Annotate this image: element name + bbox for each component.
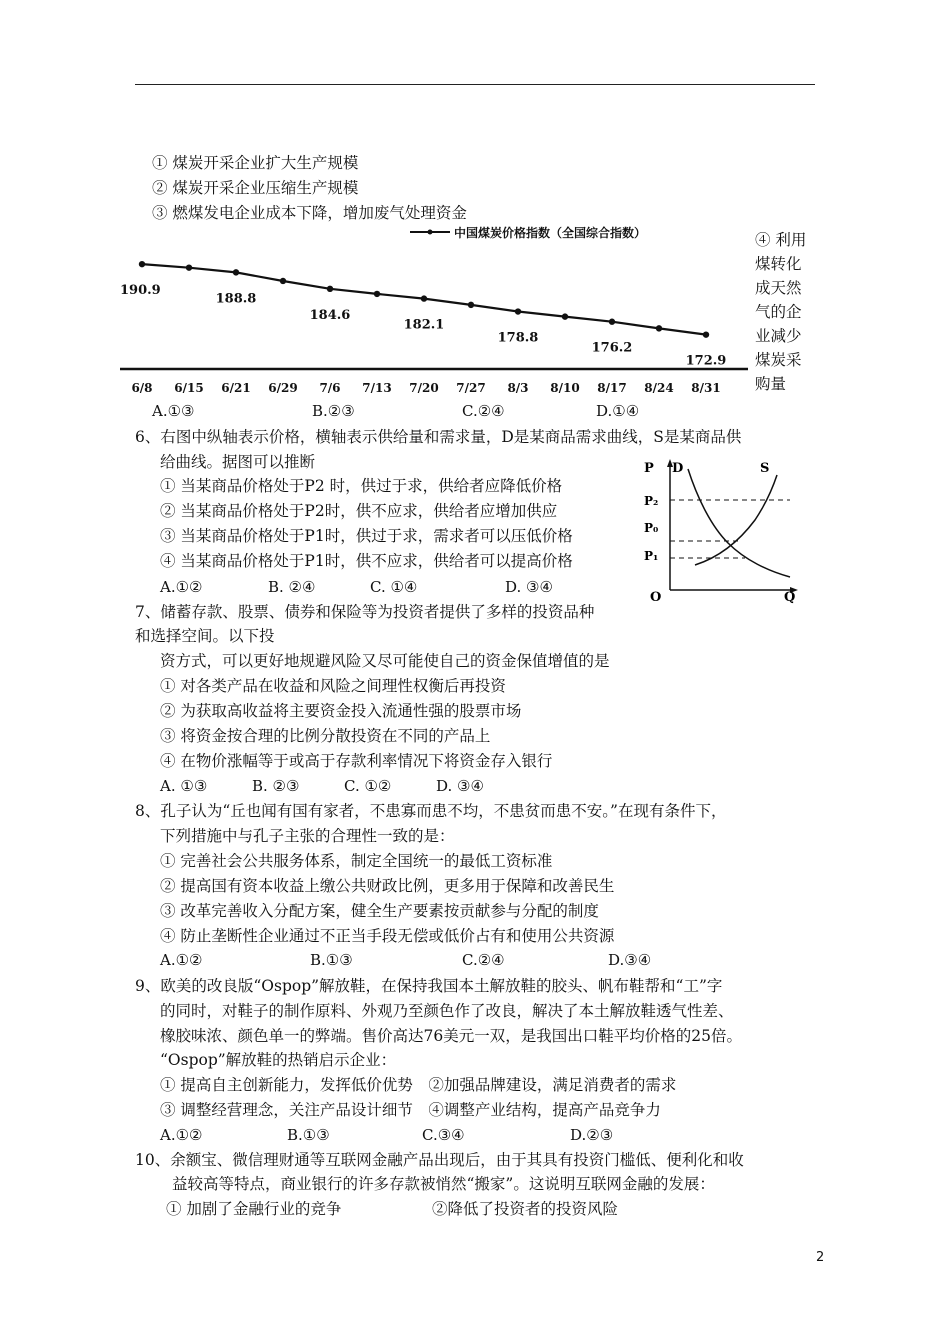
q5-option-1: ① 煤炭开采企业扩大生产规模: [152, 154, 359, 172]
q9-stem-line1: 9、欧美的改良版“Ospop”解放鞋，在保持我国本土解放鞋的胶头、帆布鞋帮和“工”字: [135, 977, 723, 995]
data-label: 188.8: [215, 291, 257, 307]
data-point: [374, 291, 380, 297]
q8-choice-a: A.①②: [160, 951, 203, 969]
data-label: 178.8: [497, 330, 539, 346]
data-point: [562, 313, 568, 319]
x-tick-label: 8/10: [550, 381, 580, 395]
data-point: [421, 295, 427, 301]
q7-choice-a: A. ①③: [160, 777, 208, 795]
q8-stem-line2: 下列措施中与孔子主张的合理性一致的是：: [160, 827, 455, 845]
q6-stem-line2: 给曲线。据图可以推断: [160, 453, 316, 471]
q5-option-4-line: 气的企: [755, 303, 802, 321]
supply-label: S: [760, 461, 770, 476]
q8-option-3: ③ 改革完善收入分配方案，健全生产要素按贡献参与分配的制度: [160, 902, 599, 920]
data-point: [609, 319, 615, 325]
q8-option-1: ① 完善社会公共服务体系，制定全国统一的最低工资标准: [160, 852, 553, 870]
data-label: 190.9: [120, 283, 161, 299]
data-label: 176.2: [591, 340, 633, 356]
x-tick-label: 7/6: [319, 381, 341, 395]
data-point: [139, 261, 145, 267]
x-tick-label: 6/29: [268, 381, 298, 395]
x-tick-label: 6/15: [174, 381, 204, 395]
q9-stem-line3: 橡胶味浓、颜色单一的弊端。售价高达76美元一双，是我国出口鞋平均价格的25倍。: [160, 1027, 742, 1045]
supply-demand-diagram: [640, 455, 810, 605]
coal-price-chart: [118, 222, 750, 400]
demand-curve: [688, 469, 790, 577]
q9-choice-b: B.①③: [287, 1126, 330, 1144]
x-tick-label: 7/27: [456, 381, 486, 395]
q5-option-4-line: ④ 利用: [755, 231, 807, 249]
data-point: [468, 302, 474, 308]
q5-choice-a: A.①③: [152, 402, 195, 420]
q7-option-4: ④ 在物价涨幅等于或高于存款利率情况下将资金存入银行: [160, 752, 553, 770]
q8-choice-c: C.②④: [462, 951, 505, 969]
data-point: [233, 269, 239, 275]
data-point: [515, 308, 521, 314]
q7-choice-c: C. ①②: [344, 777, 392, 795]
data-label: 182.1: [403, 317, 445, 333]
x-tick-label: 6/21: [221, 381, 251, 395]
demand-label: D: [672, 461, 684, 476]
q5-option-3: ③ 燃煤发电企业成本下降，增加废气处理资金: [152, 204, 467, 222]
q5-option-4-line: 煤炭采: [755, 351, 802, 369]
quantity-axis-label: Q: [784, 590, 796, 605]
x-tick-label: 8/17: [597, 381, 627, 395]
q7-option-2: ② 为获取高收益将主要资金投入流通性强的股票市场: [160, 702, 522, 720]
q6-stem-line1: 6、右图中纵轴表示价格，横轴表示供给量和需求量，D是某商品需求曲线，S是某商品供: [135, 428, 742, 446]
q7-choice-b: B. ②③: [252, 777, 300, 795]
x-tick-label: 7/20: [409, 381, 439, 395]
q5-option-4-line: 业减少: [755, 327, 802, 345]
q9-stem-line2: 的同时，对鞋子的制作原料、外观乃至颜色作了改良，解决了本土解放鞋透气性差、: [160, 1002, 734, 1020]
q7-option-1: ① 对各类产品在收益和风险之间理性权衡后再投资: [160, 677, 506, 695]
q7-stem-line1: 7、储蓄存款、股票、债券和保险等为投资者提供了多样的投资品种: [135, 603, 595, 621]
origin-label: O: [650, 590, 662, 605]
q6-option-2: ② 当某商品价格处于P2时，供不应求，供给者应增加供应: [160, 502, 558, 520]
q9-choice-d: D.②③: [570, 1126, 614, 1144]
price-axis-label: P: [644, 461, 654, 476]
q6-choice-a: A.①②: [160, 578, 203, 596]
q6-option-3: ③ 当某商品价格处于P1时，供过于求，需求者可以压低价格: [160, 527, 573, 545]
x-tick-label: 8/31: [691, 381, 721, 395]
q5-option-4-line: 成天然: [755, 279, 802, 297]
q5-option-2: ② 煤炭开采企业压缩生产规模: [152, 179, 359, 197]
q5-option-4: [755, 228, 807, 396]
q10-option-1: ① 加剧了金融行业的竞争: [166, 1200, 342, 1218]
q8-stem-line1: 8、孔子认为“丘也闻有国有家者，不患寡而患不均，不患贫而患不安。”在现有条件下，: [135, 802, 727, 820]
q7-stem-line3: 资方式，可以更好地规避风险又尽可能使自己的资金保值增值的是: [160, 652, 610, 670]
page-number: 2: [816, 1250, 825, 1265]
q6-option-1: ① 当某商品价格处于P2 时，供过于求，供给者应降低价格: [160, 477, 563, 495]
q9-options-row2: ③ 调整经营理念，关注产品设计细节 ④调整产业结构，提高产品竞争力: [160, 1101, 661, 1119]
legend-marker: [428, 230, 433, 235]
data-label: 184.6: [309, 307, 351, 323]
data-point: [656, 325, 662, 331]
q7-choice-d: D. ③④: [436, 777, 484, 795]
q9-options-row1: ① 提高自主创新能力，发挥低价优势 ②加强品牌建设，满足消费者的需求: [160, 1076, 677, 1094]
q10-stem-line2: 益较高等特点，商业银行的许多存款被悄然“搬家”。这说明互联网金融的发展：: [172, 1175, 715, 1193]
q7-option-3: ③ 将资金按合理的比例分散投资在不同的产品上: [160, 727, 491, 745]
x-tick-label: 7/13: [362, 381, 392, 395]
data-point: [186, 264, 192, 270]
p1-label: P₁: [644, 549, 659, 563]
q8-choice-b: B.①③: [310, 951, 353, 969]
data-point: [327, 286, 333, 292]
legend-label: 中国煤炭价格指数（全国综合指数）: [454, 226, 647, 240]
q6-choice-c: C. ①④: [370, 578, 418, 596]
data-point: [280, 278, 286, 284]
q5-choice-b: B.②③: [312, 402, 355, 420]
q8-choice-d: D.③④: [608, 951, 652, 969]
q6-option-4: ④ 当某商品价格处于P1时，供不应求，供给者可以提高价格: [160, 552, 573, 570]
q5-option-4-line: 煤转化: [755, 255, 802, 273]
data-point: [703, 331, 709, 337]
supply-curve: [695, 475, 777, 565]
q9-stem-line4: “Ospop”解放鞋的热销启示企业：: [160, 1051, 397, 1069]
p0-label: P₀: [644, 521, 659, 535]
q5-choice-c: C.②④: [462, 402, 505, 420]
q8-option-2: ② 提高国有资本收益上缴公共财政比例，更多用于保障和改善民生: [160, 877, 615, 895]
data-label: 172.9: [685, 353, 727, 369]
q10-stem-line1: 10、余额宝、微信理财通等互联网金融产品出现后，由于其具有投资门槛低、便利化和收: [135, 1151, 744, 1169]
q5-option-4-line: 购量: [755, 375, 787, 393]
x-tick-label: 6/8: [131, 381, 153, 395]
x-tick-label: 8/3: [507, 381, 529, 395]
q7-stem-line2: 和选择空间。以下投: [135, 627, 275, 645]
header-rule: [135, 84, 815, 85]
q5-choice-d: D.①④: [596, 402, 640, 420]
q8-option-4: ④ 防止垄断性企业通过不正当手段无偿或低价占有和使用公共资源: [160, 927, 615, 945]
x-tick-label: 8/24: [644, 381, 674, 395]
q10-option-2: ②降低了投资者的投资风险: [432, 1200, 619, 1218]
q9-choice-c: C.③④: [422, 1126, 465, 1144]
q9-choice-a: A.①②: [160, 1126, 203, 1144]
p2-label: P₂: [644, 494, 659, 508]
q6-choice-d: D. ③④: [505, 578, 553, 596]
q6-choice-b: B. ②④: [268, 578, 316, 596]
